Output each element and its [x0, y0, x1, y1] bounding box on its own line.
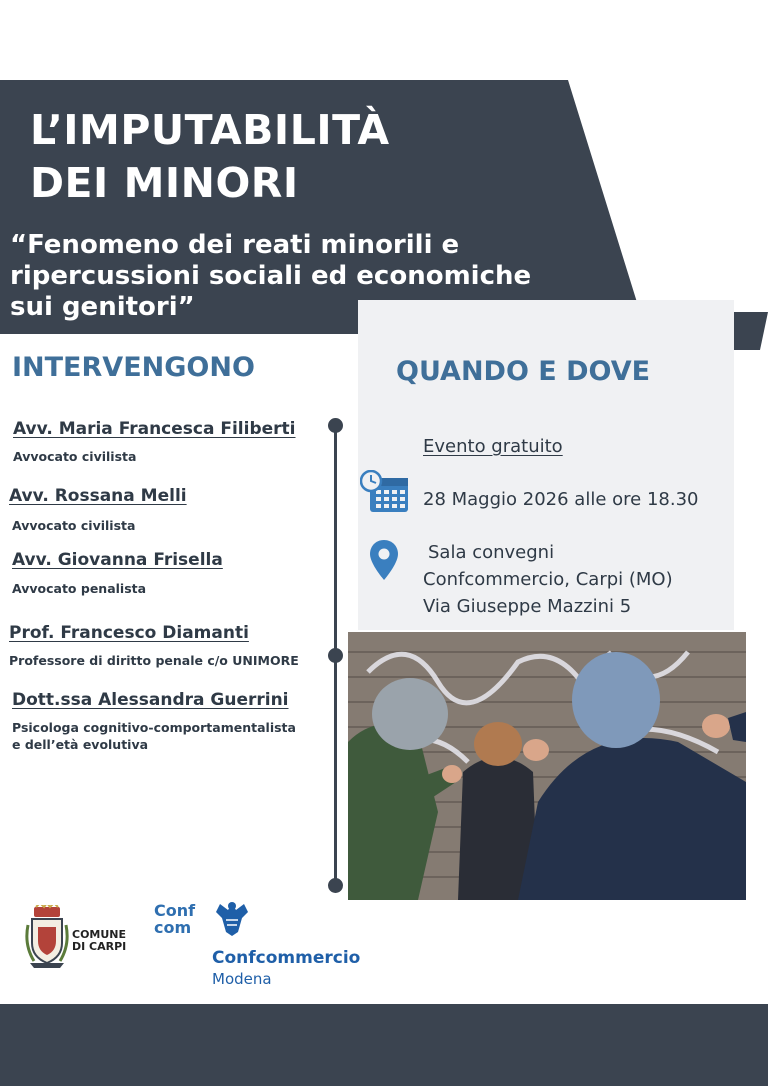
- timeline-dot: [328, 648, 343, 663]
- venue-line-1: Sala convegni: [428, 542, 555, 563]
- confcommercio-name: Confcommercio: [212, 948, 361, 968]
- calendar-clock-icon: [360, 470, 410, 514]
- confcommercio-city: Modena: [212, 970, 272, 988]
- free-event-label: Evento gratuito: [423, 436, 563, 457]
- speaker-name: Dott.ssa Alessandra Guerrini: [12, 690, 289, 710]
- event-title-line-2: DEI MINORI: [30, 159, 299, 207]
- venue-line-2: Confcommercio, Carpi (MO): [423, 569, 673, 590]
- event-subtitle-line-2: ripercussioni sociali ed economiche: [10, 261, 532, 291]
- event-title-line-1: L’IMPUTABILITÀ: [30, 106, 390, 154]
- photo-bullying-scene: [348, 632, 746, 900]
- event-date: 28 Maggio 2026 alle ore 18.30: [423, 489, 699, 510]
- when-where-heading: QUANDO E DOVE: [396, 356, 651, 387]
- speaker-name: Avv. Maria Francesca Filiberti: [13, 419, 296, 439]
- confcom-logo-line-2: com: [154, 918, 192, 937]
- speaker-role: e dell’età evolutiva: [12, 737, 149, 752]
- speaker-role: Professore di diritto penale c/o UNIMORE: [9, 653, 299, 668]
- location-pin-icon: [370, 540, 398, 580]
- event-subtitle-line-1: “Fenomeno dei reati minorili e: [10, 230, 460, 260]
- comune-logo-text: [72, 929, 126, 953]
- speaker-role: Avvocato civilista: [12, 518, 136, 533]
- speaker-name: Avv. Rossana Melli: [9, 486, 187, 506]
- event-subtitle-line-3: sui genitori”: [10, 292, 195, 322]
- event-title: [30, 104, 590, 210]
- confcom-logo-line-1: Conf: [154, 901, 196, 920]
- venue-line-3: Via Giuseppe Mazzini 5: [423, 596, 632, 617]
- confcom-logo: [154, 902, 195, 936]
- confcommercio-eagle-icon: [212, 898, 252, 938]
- speakers-heading: INTERVENGONO: [12, 352, 255, 383]
- speaker-role: Avvocato civilista: [13, 449, 137, 464]
- timeline-dot: [328, 878, 343, 893]
- speaker-role: Psicologa cognitivo-comportamentalista: [12, 720, 296, 735]
- speaker-role: Avvocato penalista: [12, 581, 147, 596]
- timeline-dot: [328, 418, 343, 433]
- comune-logo-line-2: DI CARPI: [72, 940, 127, 953]
- speaker-name: Prof. Francesco Diamanti: [9, 623, 249, 643]
- footer-bar: [0, 1004, 768, 1086]
- speaker-name: Avv. Giovanna Frisella: [12, 550, 223, 570]
- comune-crest-icon: [24, 905, 70, 969]
- comune-logo-line-1: COMUNE: [72, 928, 127, 941]
